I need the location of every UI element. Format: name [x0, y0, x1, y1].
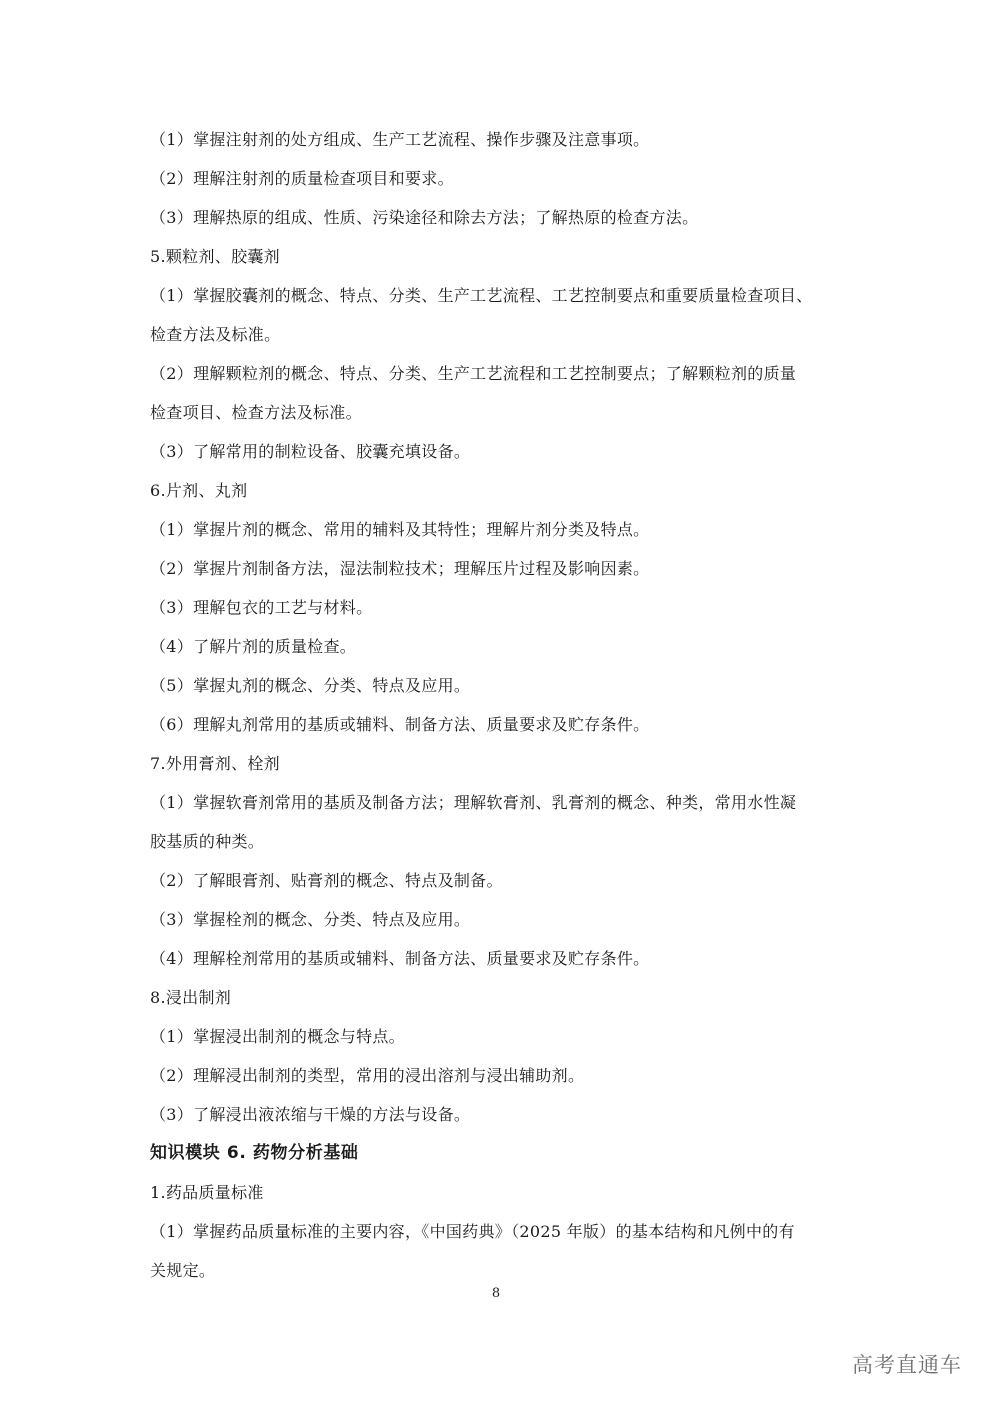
body-line: （1）掌握胶囊剂的概念、特点、分类、生产工艺流程、工艺控制要点和重要质量检查项目、	[150, 286, 813, 305]
section-title: 5.颗粒剂、胶囊剂	[150, 247, 280, 266]
body-line: （1）掌握浸出制剂的概念与特点。	[150, 1027, 405, 1046]
body-line: （3）了解常用的制粒设备、胶囊充填设备。	[150, 442, 471, 461]
body-line: （1）掌握药品质量标准的主要内容，《中国药典》（2025 年版）的基本结构和凡例中的有	[150, 1222, 795, 1241]
body-line: （2）理解注射剂的质量检查项目和要求。	[150, 169, 454, 188]
body-line: （2）理解颗粒剂的概念、特点、分类、生产工艺流程和工艺控制要点；了解颗粒剂的质量	[150, 364, 797, 383]
section-title: 8.浸出制剂	[150, 988, 232, 1007]
body-line: 胶基质的种类。	[150, 832, 265, 851]
section-title: 1.药品质量标准	[150, 1183, 264, 1202]
body-line: （3）了解浸出液浓缩与干燥的方法与设备。	[150, 1105, 471, 1124]
body-line: （1）掌握片剂的概念、常用的辅料及其特性；理解片剂分类及特点。	[150, 520, 650, 539]
body-line: 关规定。	[150, 1261, 216, 1280]
section-title: 7.外用膏剂、栓剂	[150, 754, 280, 773]
body-line: （5）掌握丸剂的概念、分类、特点及应用。	[150, 676, 471, 695]
module-heading: 知识模块 6. 药物分析基础	[150, 1143, 359, 1163]
body-line: （2）了解眼膏剂、贴膏剂的概念、特点及制备。	[150, 871, 503, 890]
section-title: 6.片剂、丸剂	[150, 481, 248, 500]
body-line: （3）理解包衣的工艺与材料。	[150, 598, 373, 617]
body-line: （3）掌握栓剂的概念、分类、特点及应用。	[150, 910, 471, 929]
body-line: （6）理解丸剂常用的基质或辅料、制备方法、质量要求及贮存条件。	[150, 715, 650, 734]
page-number: 8	[491, 1286, 501, 1301]
body-line: 检查方法及标准。	[150, 325, 281, 344]
body-line: 检查项目、检查方法及标准。	[150, 403, 362, 422]
body-line: （2）理解浸出制剂的类型，常用的浸出溶剂与浸出辅助剂。	[150, 1066, 585, 1085]
body-line: （2）掌握片剂制备方法，湿法制粒技术；理解压片过程及影响因素。	[150, 559, 650, 578]
body-line: （3）理解热原的组成、性质、污染途径和除去方法；了解热原的检查方法。	[150, 208, 699, 227]
body-line: （1）掌握注射剂的处方组成、生产工艺流程、操作步骤及注意事项。	[150, 130, 650, 149]
body-line: （4）了解片剂的质量检查。	[150, 637, 357, 656]
body-line: （1）掌握软膏剂常用的基质及制备方法；理解软膏剂、乳膏剂的概念、种类，常用水性凝	[150, 793, 797, 812]
body-line: （4）理解栓剂常用的基质或辅料、制备方法、质量要求及贮存条件。	[150, 949, 650, 968]
watermark-text: 高考直通车	[852, 1353, 962, 1377]
